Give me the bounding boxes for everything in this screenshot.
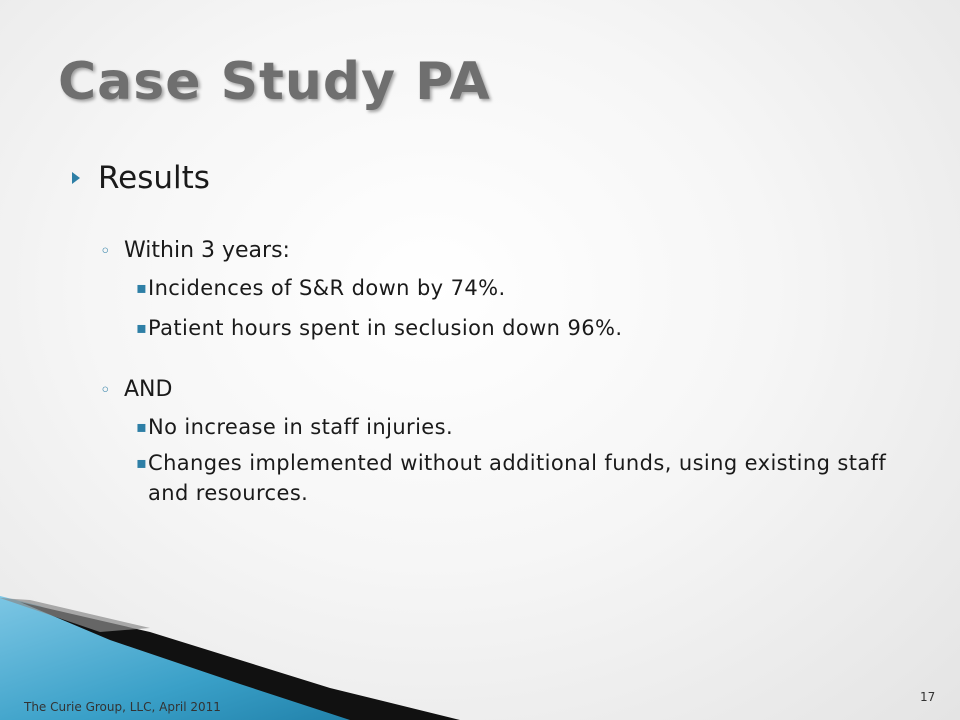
dot-bullet-icon: ▪ bbox=[136, 278, 147, 297]
group-label: AND bbox=[124, 377, 173, 402]
list-item-text: Incidences of S&R down by 74%. bbox=[148, 276, 506, 300]
results-heading bbox=[70, 160, 930, 196]
ring-bullet-icon: ◦ bbox=[100, 241, 111, 262]
list-item bbox=[136, 313, 930, 343]
group-within-3-years bbox=[100, 238, 930, 263]
dot-bullet-icon: ▪ bbox=[136, 417, 147, 436]
list-item bbox=[136, 412, 930, 442]
list-item-text: No increase in staff injuries. bbox=[148, 415, 454, 439]
dot-bullet-icon: ▪ bbox=[136, 453, 147, 472]
slide-content bbox=[70, 160, 930, 508]
results-heading-text: Results bbox=[98, 160, 210, 196]
list-item-text: Patient hours spent in seclusion down 96%. bbox=[148, 316, 623, 340]
footer-text: The Curie Group, LLC, April 2011 bbox=[24, 700, 221, 714]
list-item bbox=[136, 273, 930, 303]
group-and bbox=[100, 377, 930, 402]
list-item-text: Changes implemented without additional funds, using existing staff and resources. bbox=[148, 451, 887, 505]
list-item bbox=[136, 448, 930, 508]
slide-title: Case Study PA bbox=[58, 52, 491, 112]
ring-bullet-icon: ◦ bbox=[100, 380, 111, 401]
arrow-bullet-icon bbox=[72, 172, 80, 184]
group-label: Within 3 years: bbox=[124, 238, 290, 263]
page-number: 17 bbox=[920, 690, 936, 704]
dot-bullet-icon: ▪ bbox=[136, 318, 147, 337]
